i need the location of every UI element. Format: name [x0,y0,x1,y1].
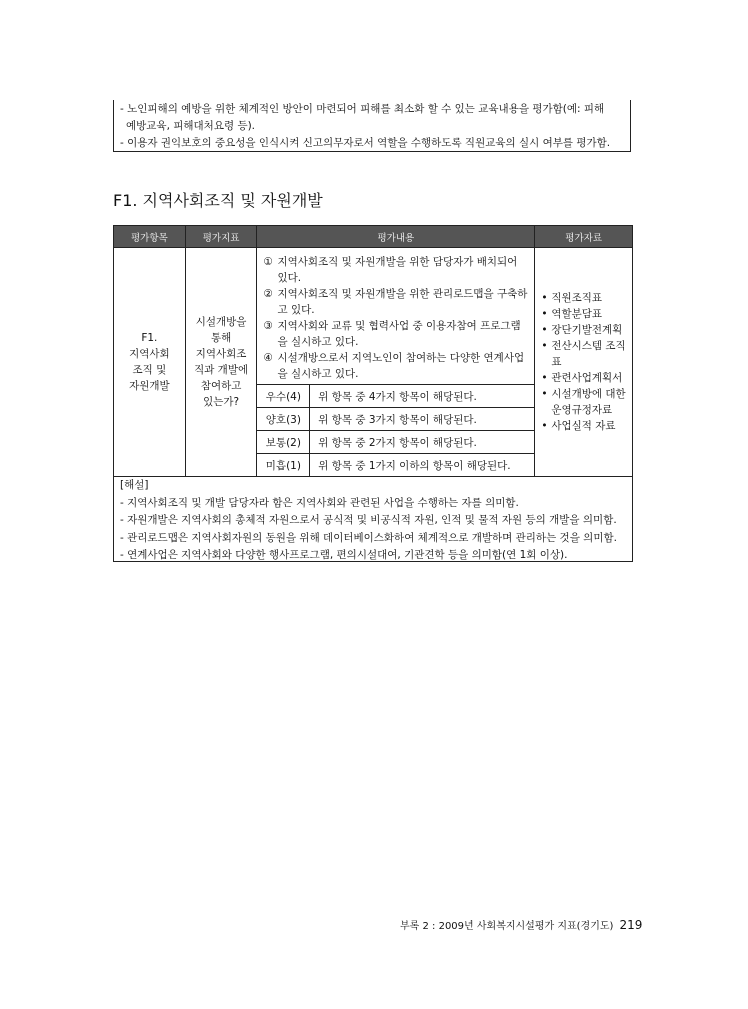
top-note-line: - 노인피해의 예방을 위한 체계적인 방안이 마련되어 피해를 최소화 할 수 있는 교육내용을 평가함(예: 피해 [120,103,605,115]
item-line: 지역사회 [129,348,170,360]
data-item: • 직원조직표 [541,292,603,304]
indicator-line: 있는가? [203,396,240,408]
note-line: - 지역사회조직 및 개발 담당자라 함은 지역사회와 관련된 사업을 수행하는 자를 의미함. [120,496,519,509]
indicator-line: 직과 개발에 [194,364,249,376]
content-item: ① 지역사회조직 및 자원개발을 위한 담당자가 배치되어 있다. [263,256,518,284]
item-cell [114,248,186,477]
data-item: • 시설개방에 대한 운영규정자료 [541,388,626,416]
table-header-row [114,226,633,248]
note-line: - 연계사업은 지역사회와 다양한 행사프로그램, 편의시설대여, 기관견학 등을 의미함(연 1회 이상). [120,549,568,561]
page-number: 219 [619,918,643,932]
page-footer [400,917,642,932]
grade-label: 미흡(1) [257,454,310,477]
item-line: 자원개발 [129,380,170,392]
note-line: - 자원개발은 지역사회의 총체적 자원으로서 공식적 및 비공식적 자원, 인적 및 물적 자원 등의 개발을 의미함. [120,514,617,526]
data-cell [535,248,633,477]
grade-label: 양호(3) [257,408,310,431]
note-line: - 관리로드맵은 지역사회자원의 동원을 위해 데이터베이스화하여 체계적으로 개발하며 관리하는 것을 의미함. [120,531,617,544]
indicator-cell [185,248,257,477]
grade-text: 위 항목 중 3가지 항목이 해당된다. [310,408,535,431]
content-item: ④ 시설개방으로서 지역노인이 참여하는 다양한 연계사업을 실시하고 있다. [263,352,525,380]
data-item: • 관련사업계획서 [541,372,623,384]
data-item: • 사업실적 자료 [541,420,616,432]
grade-text: 위 항목 중 4가지 항목이 해당된다. [310,385,535,408]
notes-box [113,473,633,562]
evaluation-table [113,225,633,477]
item-line: 조직 및 [132,364,167,376]
indicator-line: 통해 [210,332,232,344]
header-indicator: 평가지표 [185,226,257,248]
top-note-line: - 이용자 권익보호의 중요성을 인식시켜 신고의무자로서 역할을 수행하도록 직원교육의 실시 여부를 평가함. [120,137,611,149]
header-item: 평가항목 [114,226,186,248]
grade-text: 위 항목 중 2가지 항목이 해당된다. [310,431,535,454]
content-item: ③ 지역사회와 교류 및 협력사업 중 이용자참여 프로그램을 실시하고 있다. [263,320,521,348]
data-item: • 역할분담표 [541,308,603,320]
data-item: • 전산시스템 조직표 [541,340,626,368]
indicator-line: 지역사회조 [195,348,247,360]
item-line: F1. [141,332,158,344]
top-notes-box [113,100,631,152]
header-content: 평가내용 [257,226,535,248]
grade-label: 우수(4) [257,385,310,408]
footer-text: 부록 2 : 2009년 사회복지시설평가 지표(경기도) [400,921,614,932]
grade-label: 보통(2) [257,431,310,454]
header-data: 평가자료 [535,226,633,248]
content-cell [257,248,535,385]
top-note-line: 예방교육, 피해대처요령 등). [126,120,256,132]
section-title: F1. 지역사회조직 및 자원개발 [113,191,323,210]
indicator-line: 참여하고 [200,380,242,392]
grade-text: 위 항목 중 1가지 이하의 항목이 해당된다. [310,454,535,477]
content-item: ② 지역사회조직 및 자원개발을 위한 관리로드맵을 구축하고 있다. [263,288,528,316]
indicator-line: 시설개방을 [195,316,247,328]
data-item: • 장단기발전계획 [541,324,623,336]
notes-heading: [해설] [120,479,149,491]
